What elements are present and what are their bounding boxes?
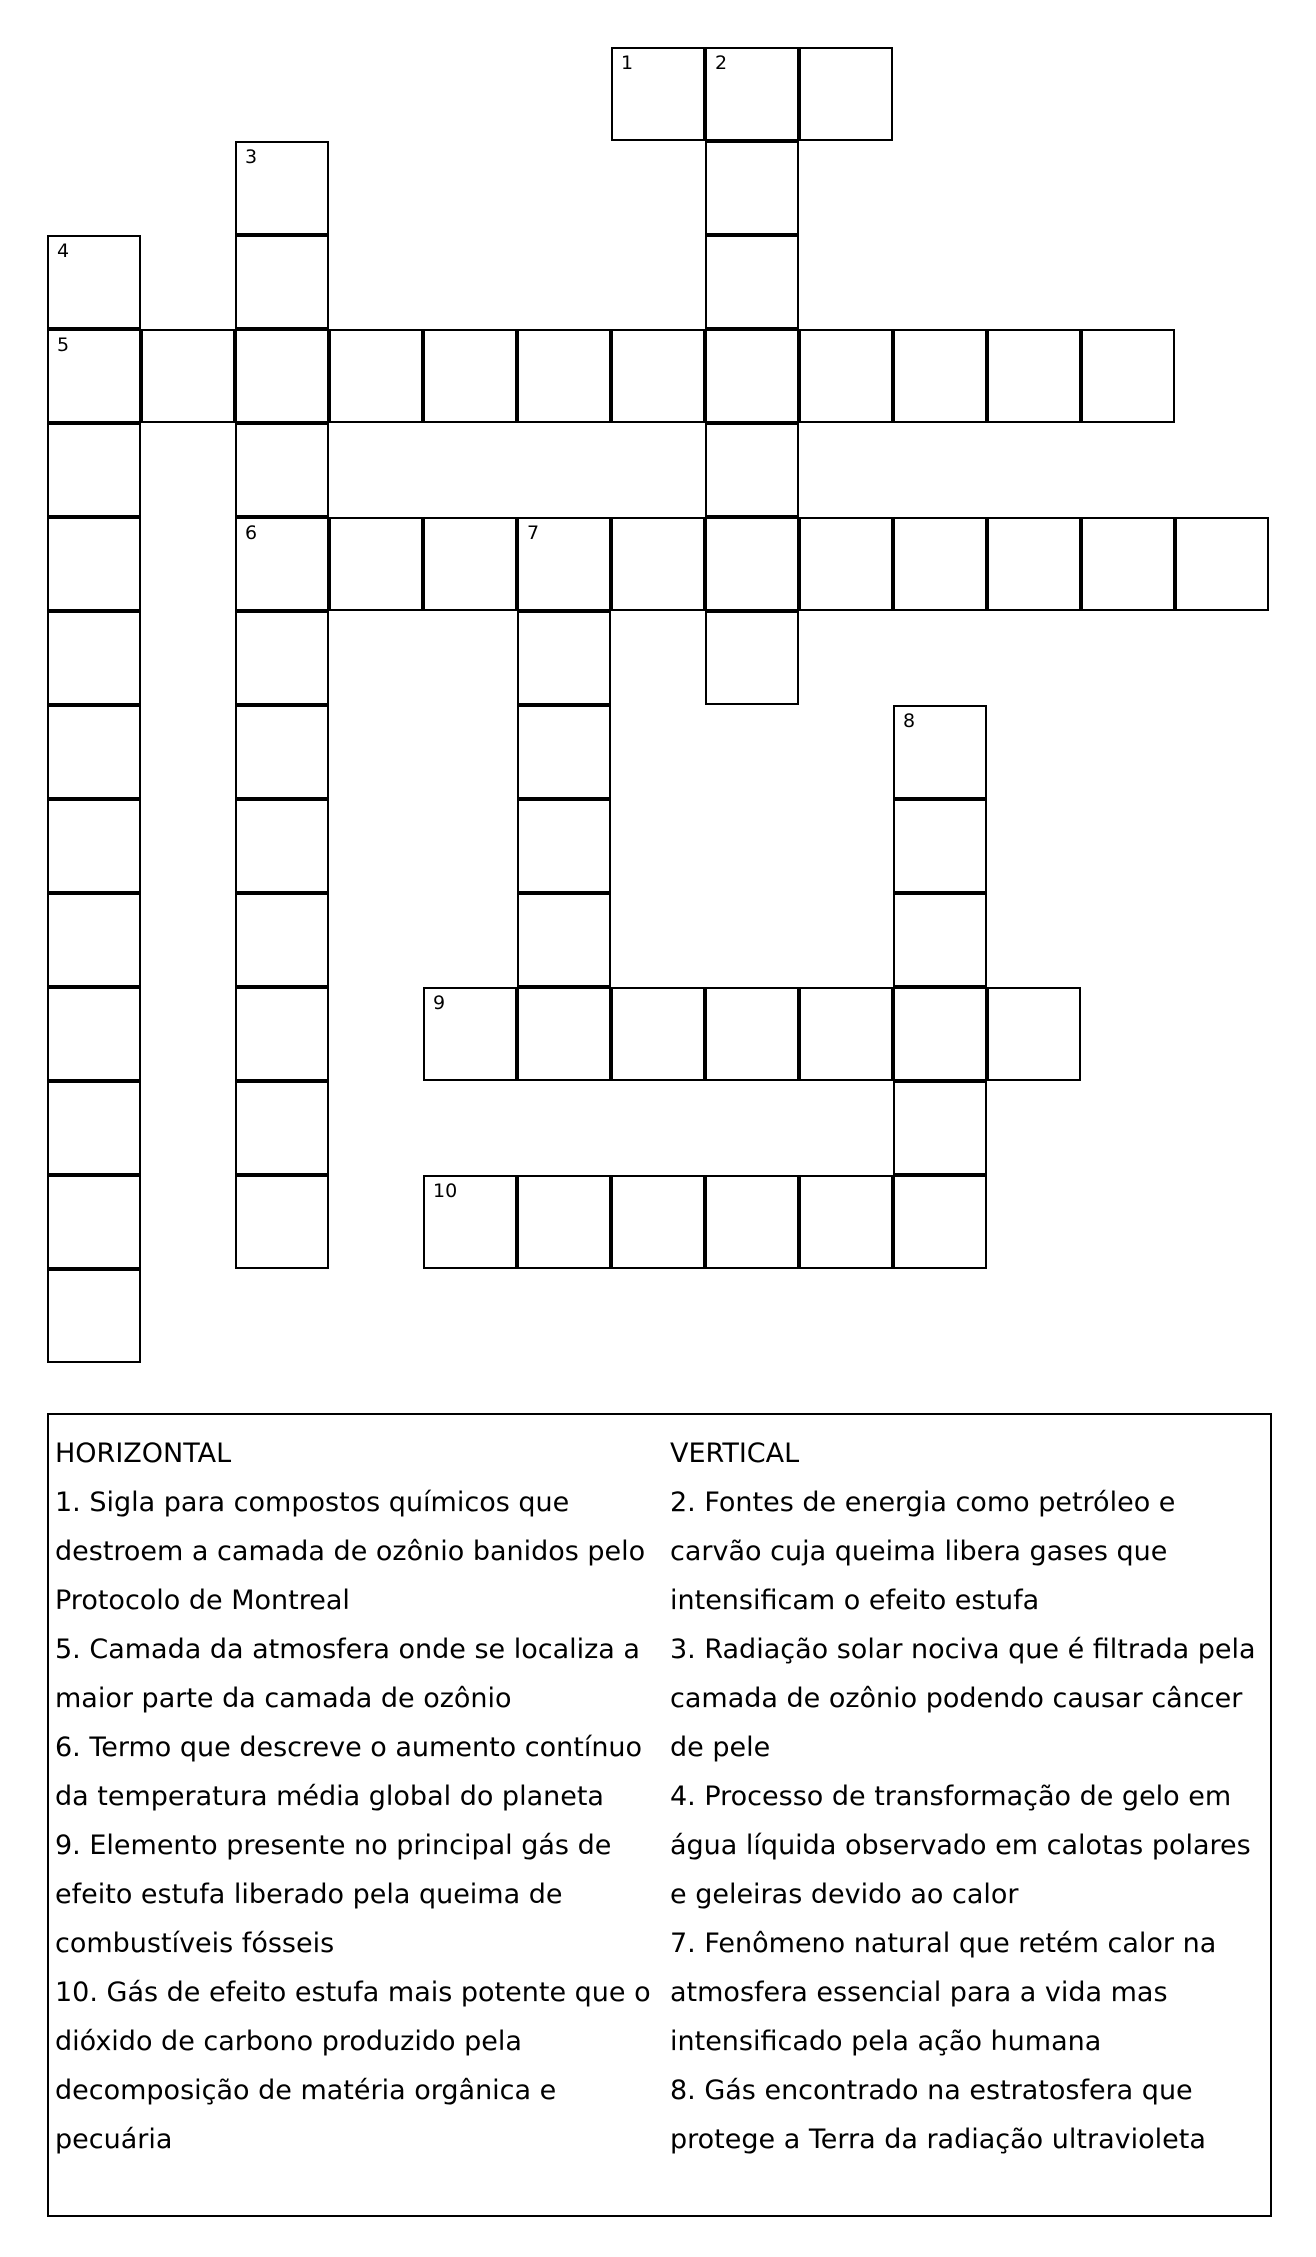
grid-cell[interactable] — [705, 141, 799, 235]
grid-cell[interactable] — [235, 329, 329, 423]
grid-cell[interactable] — [893, 1081, 987, 1175]
horizontal-clues — [55, 1429, 655, 2164]
grid-cell[interactable] — [47, 705, 141, 799]
grid-cell[interactable] — [893, 893, 987, 987]
grid-cell[interactable] — [705, 235, 799, 329]
clue-number: 10 — [433, 1180, 458, 1202]
grid-cell[interactable] — [705, 987, 799, 1081]
grid-cell[interactable] — [329, 329, 423, 423]
grid-cell[interactable] — [47, 987, 141, 1081]
clue-across-9: 9. Elemento presente no principal gás de efeito estufa liberado pela queima de combustíveis fósseis — [55, 1830, 612, 1959]
grid-cell[interactable] — [235, 1175, 329, 1269]
grid-cell[interactable] — [235, 423, 329, 517]
grid-cell[interactable] — [235, 611, 329, 705]
grid-cell[interactable] — [517, 893, 611, 987]
grid-cell[interactable] — [235, 517, 329, 611]
grid-cell[interactable] — [705, 611, 799, 705]
clue-across-5: 5. Camada da atmosfera onde se localiza a maior parte da camada de ozônio — [55, 1634, 640, 1714]
grid-cell[interactable] — [893, 1175, 987, 1269]
grid-cell[interactable] — [47, 1175, 141, 1269]
grid-cell[interactable] — [1081, 517, 1175, 611]
grid-cell[interactable] — [893, 517, 987, 611]
grid-cell[interactable] — [893, 799, 987, 893]
grid-cell[interactable] — [799, 1175, 893, 1269]
grid-cell[interactable] — [1175, 517, 1269, 611]
grid-cell[interactable] — [705, 1175, 799, 1269]
clue-number: 3 — [245, 146, 258, 168]
clue-down-4: 4. Processo de transformação de gelo em água líquida observado em calotas polares e geleiras devido ao calor — [670, 1781, 1251, 1910]
clue-number: 1 — [621, 52, 634, 74]
grid-cell[interactable] — [893, 705, 987, 799]
grid-cell[interactable] — [517, 987, 611, 1081]
grid-cell[interactable] — [611, 47, 705, 141]
grid-cell[interactable] — [423, 517, 517, 611]
grid-cell[interactable] — [47, 329, 141, 423]
grid-cell[interactable] — [611, 517, 705, 611]
clue-across-6: 6. Termo que descreve o aumento contínuo da temperatura média global do planeta — [55, 1732, 643, 1812]
grid-cell[interactable] — [235, 1081, 329, 1175]
clue-number: 5 — [57, 334, 70, 356]
clue-across-10: 10. Gás de efeito estufa mais potente que o dióxido de carbono produzido pela decomposição de matéria orgânica e pecuária — [55, 1977, 651, 2155]
grid-cell[interactable] — [705, 47, 799, 141]
grid-cell[interactable] — [47, 1081, 141, 1175]
clue-across-1: 1. Sigla para compostos químicos que destroem a camada de ozônio banidos pelo Protocolo de Montreal — [55, 1487, 646, 1616]
grid-cell[interactable] — [47, 423, 141, 517]
clues-box — [47, 1413, 1272, 2217]
grid-cell[interactable] — [235, 893, 329, 987]
grid-cell[interactable] — [799, 329, 893, 423]
grid-cell[interactable] — [705, 423, 799, 517]
grid-cell[interactable] — [423, 987, 517, 1081]
clue-number: 8 — [903, 710, 916, 732]
grid-cell[interactable] — [611, 987, 705, 1081]
clue-down-2: 2. Fontes de energia como petróleo e carvão cuja queima libera gases que intensificam o efeito estufa — [670, 1487, 1176, 1616]
clue-number: 4 — [57, 240, 70, 262]
grid-cell[interactable] — [517, 611, 611, 705]
grid-cell[interactable] — [987, 517, 1081, 611]
grid-cell[interactable] — [611, 329, 705, 423]
grid-cell[interactable] — [1081, 329, 1175, 423]
grid-cell[interactable] — [235, 141, 329, 235]
grid-cell[interactable] — [47, 517, 141, 611]
grid-cell[interactable] — [423, 1175, 517, 1269]
clue-down-8: 8. Gás encontrado na estratosfera que protege a Terra da radiação ultravioleta — [670, 2075, 1206, 2155]
grid-cell[interactable] — [705, 517, 799, 611]
vertical-heading: VERTICAL — [670, 1438, 800, 1469]
clue-down-7: 7. Fenômeno natural que retém calor na atmosfera essencial para a vida mas intensificado pela ação humana — [670, 1928, 1217, 2057]
grid-cell[interactable] — [47, 893, 141, 987]
grid-cell[interactable] — [893, 329, 987, 423]
grid-cell[interactable] — [423, 329, 517, 423]
grid-cell[interactable] — [799, 987, 893, 1081]
grid-cell[interactable] — [987, 987, 1081, 1081]
grid-cell[interactable] — [517, 799, 611, 893]
grid-cell[interactable] — [47, 799, 141, 893]
grid-cell[interactable] — [47, 611, 141, 705]
grid-cell[interactable] — [517, 329, 611, 423]
clue-number: 6 — [245, 522, 258, 544]
grid-cell[interactable] — [235, 235, 329, 329]
grid-cell[interactable] — [235, 987, 329, 1081]
grid-cell[interactable] — [235, 799, 329, 893]
grid-cell[interactable] — [517, 517, 611, 611]
grid-cell[interactable] — [235, 705, 329, 799]
clue-number: 9 — [433, 992, 446, 1014]
vertical-clues — [670, 1429, 1270, 2164]
clue-number: 2 — [715, 52, 728, 74]
grid-cell[interactable] — [611, 1175, 705, 1269]
clue-down-3: 3. Radiação solar nociva que é filtrada pela camada de ozônio podendo causar câncer de pele — [670, 1634, 1256, 1763]
horizontal-heading: HORIZONTAL — [55, 1438, 232, 1469]
grid-cell[interactable] — [799, 517, 893, 611]
grid-cell[interactable] — [987, 329, 1081, 423]
grid-cell[interactable] — [141, 329, 235, 423]
grid-cell[interactable] — [799, 47, 893, 141]
clue-number: 7 — [527, 522, 540, 544]
grid-cell[interactable] — [893, 987, 987, 1081]
grid-cell[interactable] — [517, 705, 611, 799]
grid-cell[interactable] — [705, 329, 799, 423]
grid-cell[interactable] — [47, 235, 141, 329]
grid-cell[interactable] — [329, 517, 423, 611]
grid-cell[interactable] — [47, 1269, 141, 1363]
grid-cell[interactable] — [517, 1175, 611, 1269]
